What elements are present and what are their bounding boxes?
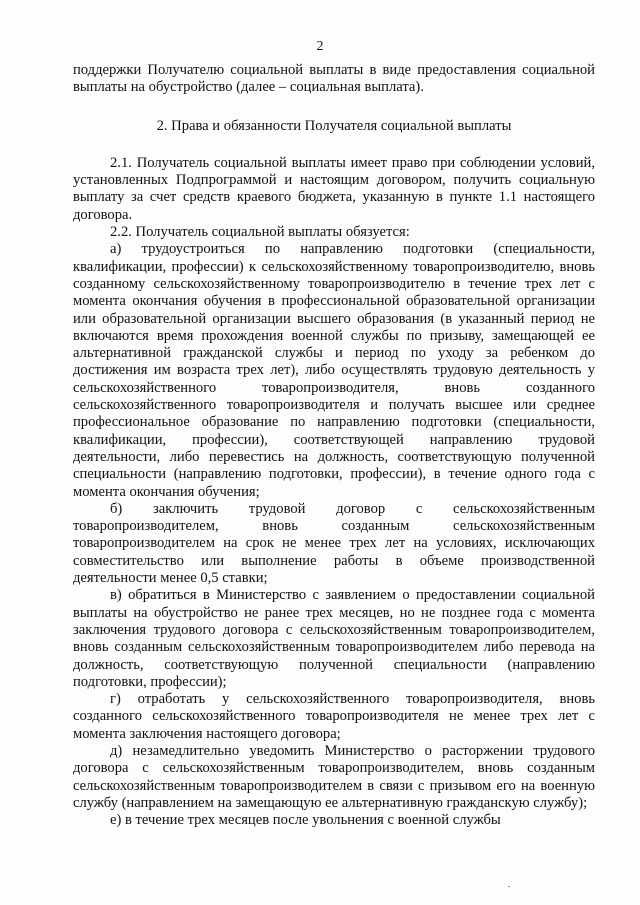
- clause-b: б) заключить трудовой договор с сельскохозяйственным товаропроизводителем, вновь созданным сельскохозяйственным товаропроизводителем на срок не менее трех лет на условиях, исключающих совместительство или выполнение работы в объеме производственной деятельности менее 0,5 ставки;: [73, 500, 595, 587]
- clause-g: г) отработать у сельскохозяйственного товаропроизводителя, вновь созданного сельскохозяйственного товаропроизводителя не менее трех лет с момента заключения настоящего договора;: [73, 691, 595, 742]
- scan-speck: [508, 886, 510, 887]
- paragraph-intro-continuation: поддержки Получателю социальной выплаты в виде предоставления социальной выплаты на обустройство (далее – социальная выплата).: [73, 62, 595, 96]
- section-heading: 2. Права и обязанности Получателя социальной выплаты: [156, 117, 512, 134]
- clause-a: а) трудоустроиться по направлению подготовки (специальности, квалификации, профессии) к сельскохозяйственному товаропроизводителю, вновь созданному сельскохозяйственному товаропроизводителю в течение трех лет с момента окончания обучения в профессиональной образовательной организации или образовательной организации высшего образования (в указанный период не включаются время прохождения военной службы по призыву, замещающей ее альтернативной гражданской службы и период по уходу за ребенком до достижения им возраста трех лет), либо осуществлять трудовую деятельность у сельскохозяйственного товаропроизводителя, вновь созданного сельскохозяйственного товаропроизводителя и получать высшее или среднее профессиональное образование по направлению подготовки (специальности, квалификации, профессии), соответствующей направлению трудовой деятельности, либо перевестись на должность, соответствующую полученной специальности (направлению подготовки, профессии), в течение одного года с момента окончания обучения;: [73, 241, 595, 500]
- document-body: [73, 62, 595, 829]
- clause-v: в) обратиться в Министерство с заявлением о предоставлении социальной выплаты на обустройство не ранее трех месяцев, но не позднее года с момента заключения трудового договора с сельскохозяйственным товаропроизводителем, вновь созданным сельскохозяйственным товаропроизводителем либо перевода на должность, соответствующую полученной специальности (направлению подготовки, профессии);: [73, 587, 595, 690]
- page-number: 2: [316, 39, 324, 54]
- clause-d: д) незамедлительно уведомить Министерство о расторжении трудового договора с сельскохозяйственным товаропроизводителем, вновь созданным сельскохозяйственным товаропроизводителем в связи с призывом его на военную службу (направлением на замещающую ее альтернативную гражданскую службу);: [73, 742, 595, 811]
- clause-e: е) в течение трех месяцев после увольнения с военной службы: [110, 812, 501, 829]
- paragraph-2-1: 2.1. Получатель социальной выплаты имеет право при соблюдении условий, установленных Подпрограммой и настоящим договором, получить социальную выплату за счет средств краевого бюджета, указанную в пункте 1.1 настоящего договора.: [73, 154, 595, 223]
- paragraph-2-2: 2.2. Получатель социальной выплаты обязуется:: [110, 224, 410, 241]
